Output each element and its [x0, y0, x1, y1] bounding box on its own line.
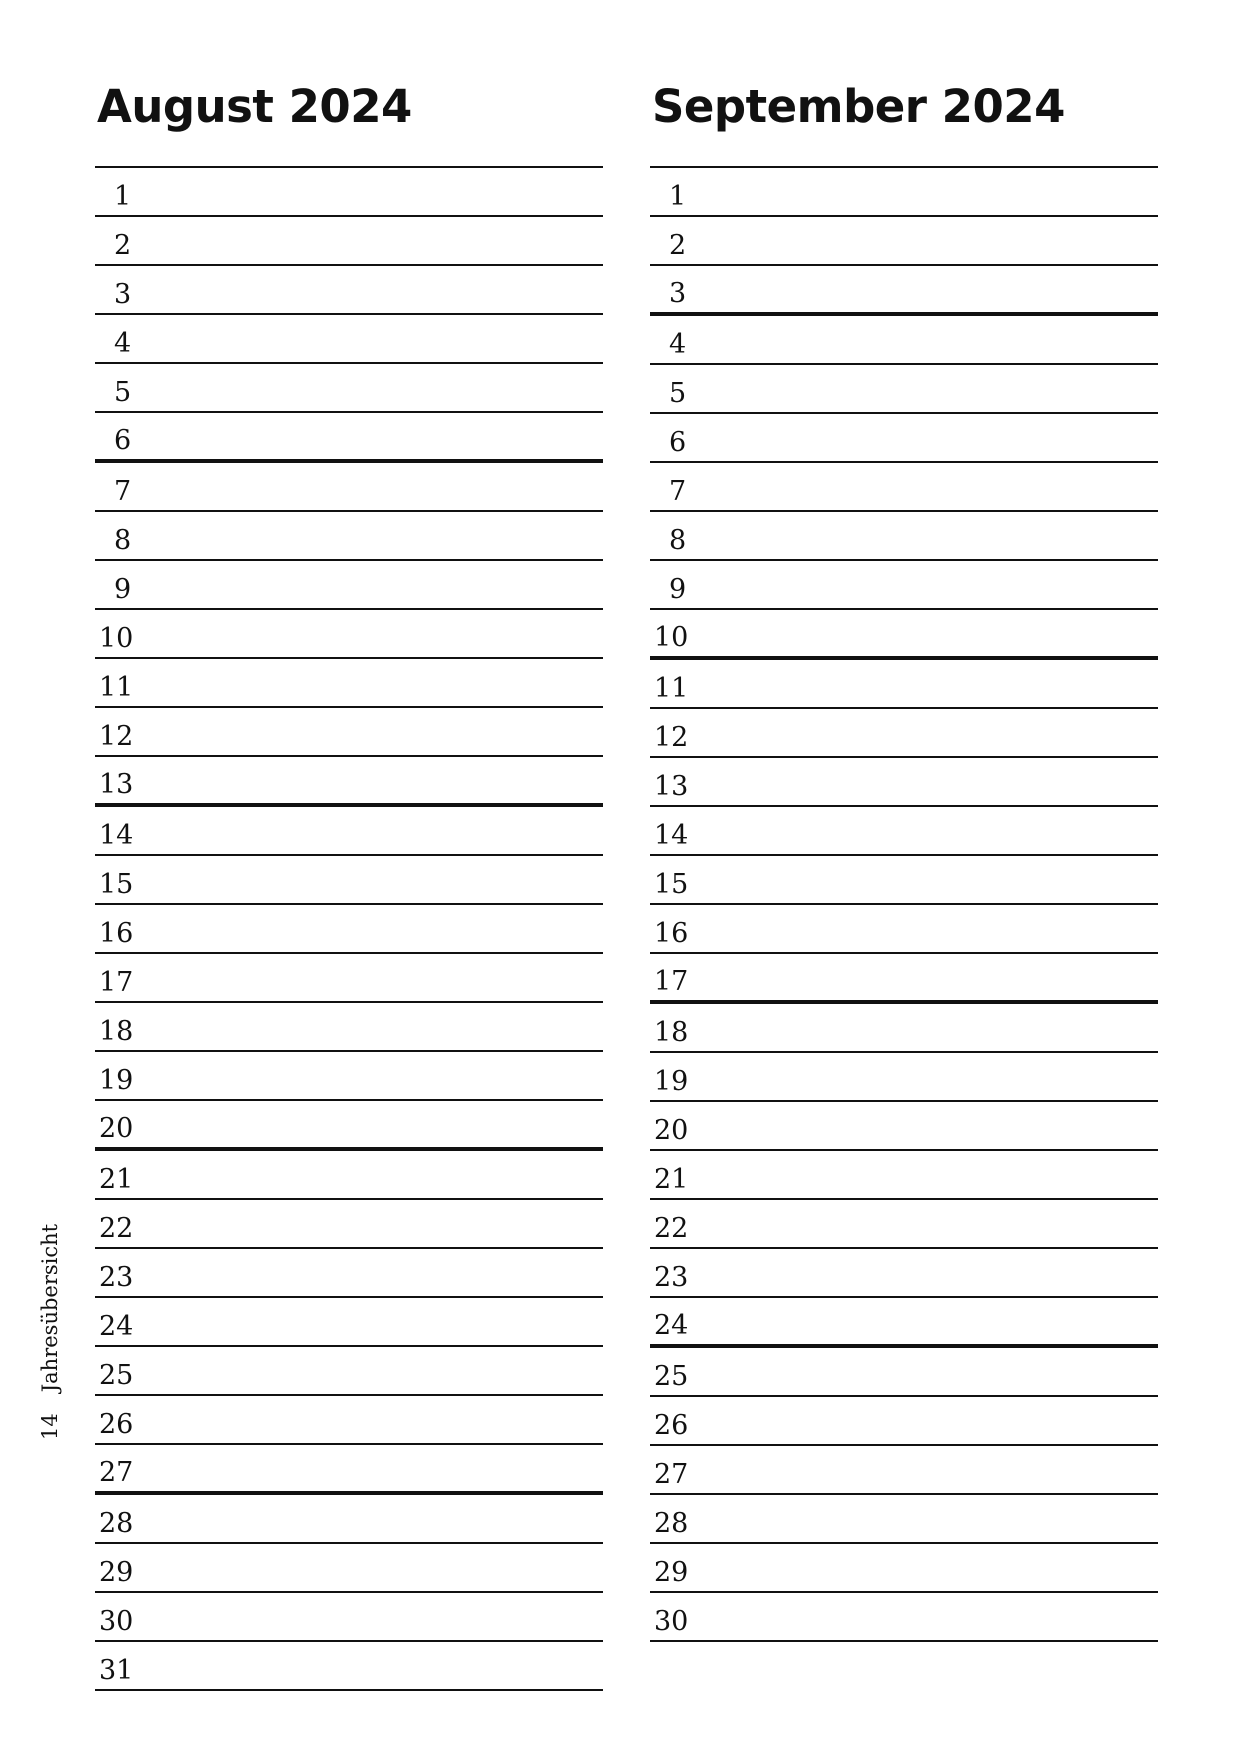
day-number: 3	[114, 279, 132, 310]
day-row	[650, 1446, 1158, 1495]
day-row	[95, 1642, 603, 1691]
day-number: 7	[669, 476, 687, 507]
day-list	[650, 166, 1158, 1642]
day-number: 11	[99, 672, 134, 703]
day-number: 24	[654, 1310, 689, 1341]
day-number: 4	[669, 329, 687, 360]
day-row	[650, 168, 1158, 217]
day-number: 20	[654, 1115, 689, 1146]
day-number: 5	[669, 378, 687, 409]
day-row	[650, 414, 1158, 463]
day-number: 17	[654, 966, 689, 997]
day-row	[95, 1445, 603, 1495]
day-row	[650, 1544, 1158, 1593]
day-row	[95, 807, 603, 856]
day-row	[95, 856, 603, 905]
day-number: 12	[99, 721, 134, 752]
day-number: 16	[99, 918, 134, 949]
day-row	[650, 266, 1158, 316]
day-row	[650, 709, 1158, 758]
day-number: 15	[654, 869, 689, 900]
day-number: 22	[99, 1213, 134, 1244]
day-number: 30	[99, 1606, 134, 1637]
day-number: 17	[99, 967, 134, 998]
day-row	[650, 660, 1158, 709]
day-number: 22	[654, 1213, 689, 1244]
day-row	[95, 168, 603, 217]
day-row	[95, 1101, 603, 1151]
day-number: 14	[654, 820, 689, 851]
day-row	[650, 1053, 1158, 1102]
day-number: 10	[654, 622, 689, 653]
day-number: 18	[99, 1016, 134, 1047]
day-number: 1	[669, 181, 687, 212]
day-row	[95, 1249, 603, 1298]
day-number: 2	[669, 230, 687, 261]
month-title: August 2024	[97, 80, 412, 133]
day-row	[95, 1544, 603, 1593]
day-row	[95, 954, 603, 1003]
day-number: 12	[654, 722, 689, 753]
day-number: 11	[654, 673, 689, 704]
day-row	[95, 1151, 603, 1200]
page-footer	[38, 1224, 62, 1440]
day-number: 5	[114, 377, 132, 408]
day-row	[650, 610, 1158, 660]
day-row	[650, 463, 1158, 512]
day-row	[95, 266, 603, 315]
day-number: 28	[99, 1508, 134, 1539]
day-row	[650, 758, 1158, 807]
day-number: 27	[99, 1457, 134, 1488]
day-number: 25	[654, 1361, 689, 1392]
day-number: 8	[669, 525, 687, 556]
day-row	[95, 659, 603, 708]
day-number: 2	[114, 230, 132, 261]
day-number: 3	[669, 278, 687, 309]
day-number: 23	[654, 1262, 689, 1293]
day-row	[95, 364, 603, 413]
day-row	[650, 905, 1158, 954]
day-row	[95, 217, 603, 266]
day-number: 8	[114, 525, 132, 556]
day-row	[650, 1397, 1158, 1446]
day-number: 7	[114, 476, 132, 507]
day-row	[650, 807, 1158, 856]
day-number: 13	[99, 769, 134, 800]
page-number: 14	[38, 1413, 62, 1440]
day-number: 30	[654, 1606, 689, 1637]
day-number: 28	[654, 1508, 689, 1539]
day-row	[650, 856, 1158, 905]
day-row	[95, 561, 603, 610]
day-row	[650, 217, 1158, 266]
day-number: 29	[99, 1557, 134, 1588]
day-row	[95, 1593, 603, 1642]
day-row	[95, 905, 603, 954]
day-number: 26	[654, 1410, 689, 1441]
day-row	[650, 1200, 1158, 1249]
day-number: 6	[669, 427, 687, 458]
day-number: 6	[114, 425, 132, 456]
day-number: 31	[99, 1655, 134, 1686]
day-row	[650, 1348, 1158, 1397]
day-row	[95, 315, 603, 364]
day-row	[95, 512, 603, 561]
day-number: 29	[654, 1557, 689, 1588]
day-row	[650, 1102, 1158, 1151]
day-row	[95, 757, 603, 807]
day-row	[650, 1004, 1158, 1053]
day-number: 21	[99, 1164, 134, 1195]
day-number: 13	[654, 771, 689, 802]
day-row	[650, 365, 1158, 414]
day-row	[95, 708, 603, 757]
day-row	[650, 1593, 1158, 1642]
day-number: 26	[99, 1409, 134, 1440]
day-row	[650, 1495, 1158, 1544]
day-row	[650, 561, 1158, 610]
day-number: 9	[114, 574, 132, 605]
day-row	[95, 1052, 603, 1101]
day-row	[650, 1249, 1158, 1298]
day-number: 18	[654, 1017, 689, 1048]
day-number: 15	[99, 869, 134, 900]
day-number: 9	[669, 574, 687, 605]
day-row	[650, 316, 1158, 365]
day-number: 25	[99, 1360, 134, 1391]
day-row	[95, 463, 603, 512]
day-row	[650, 512, 1158, 561]
day-number: 20	[99, 1113, 134, 1144]
day-row	[650, 1298, 1158, 1348]
day-row	[95, 1298, 603, 1347]
day-row	[95, 1495, 603, 1544]
day-number: 23	[99, 1262, 134, 1293]
day-number: 19	[654, 1066, 689, 1097]
day-row	[95, 413, 603, 463]
day-number: 21	[654, 1164, 689, 1195]
day-row	[650, 1151, 1158, 1200]
day-row	[95, 1200, 603, 1249]
day-number: 14	[99, 820, 134, 851]
day-list	[95, 166, 603, 1691]
day-row	[650, 954, 1158, 1004]
day-row	[95, 1396, 603, 1445]
month-title: September 2024	[652, 80, 1065, 133]
day-number: 4	[114, 328, 132, 359]
day-row	[95, 1003, 603, 1052]
day-row	[95, 610, 603, 659]
day-row	[95, 1347, 603, 1396]
section-label: Jahresübersicht	[38, 1223, 62, 1393]
day-number: 19	[99, 1065, 134, 1096]
day-number: 10	[99, 623, 134, 654]
day-number: 24	[99, 1311, 134, 1342]
day-number: 27	[654, 1459, 689, 1490]
day-number: 16	[654, 918, 689, 949]
day-number: 1	[114, 181, 132, 212]
